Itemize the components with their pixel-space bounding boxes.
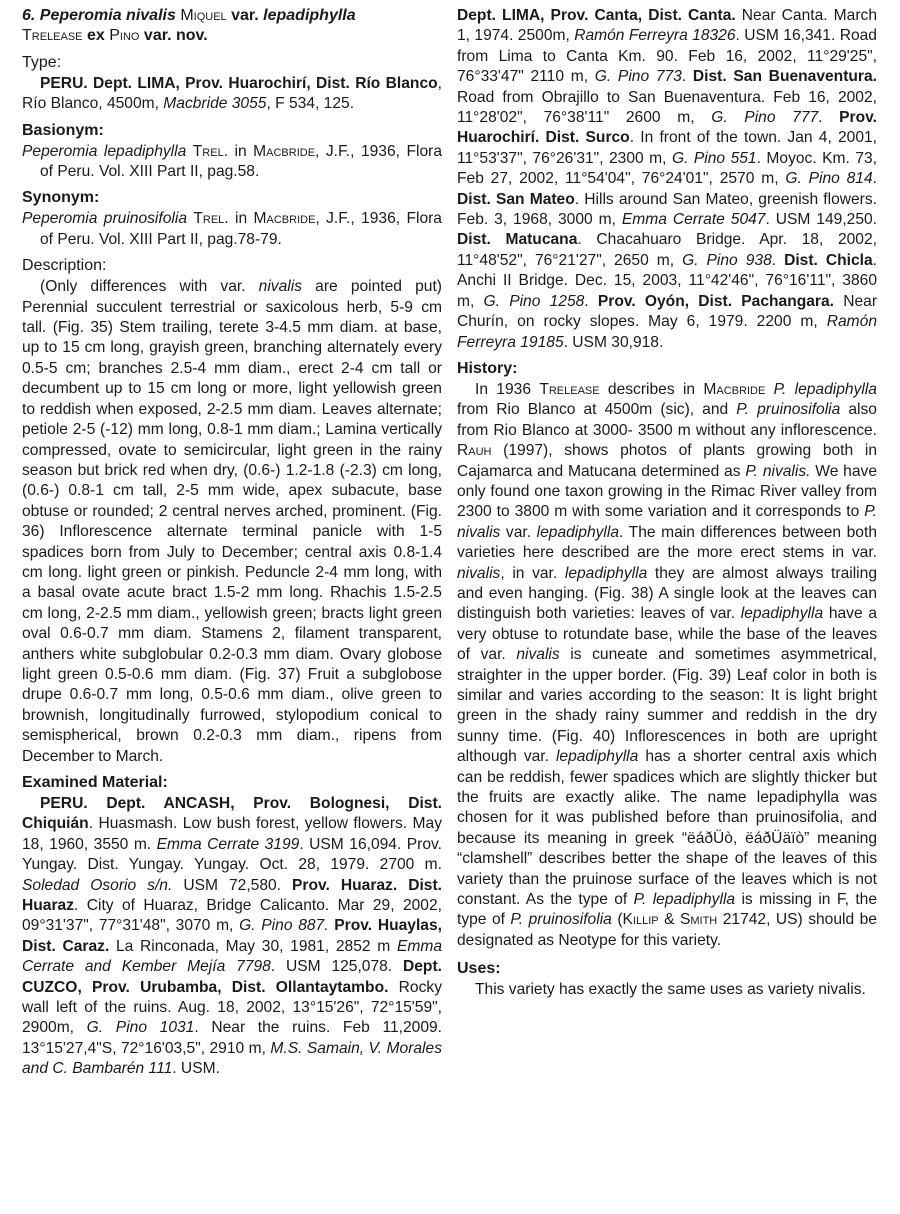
basionym-author: Trel.	[192, 142, 229, 160]
locality: Dist. San Mateo	[457, 190, 575, 208]
collector: G. Pino 814	[785, 170, 873, 188]
collector: Ramón Ferreyra 19185	[457, 313, 877, 351]
history-text: In 1936	[475, 380, 540, 398]
history-paragraph	[457, 380, 877, 951]
taxon-name: lepadiphylla	[555, 748, 639, 766]
synonym-macbride: Macbride	[253, 210, 316, 228]
collector: G. Pino 1258	[483, 292, 585, 310]
specimen-text: . Anchi II Bridge. Dec. 15, 2003, 11°42'46", 76°16'11", 3860 m,	[457, 251, 878, 310]
basionym-name: Peperomia lepadiphylla	[22, 142, 187, 160]
taxon-name: P. nivalis	[457, 503, 877, 541]
history-text: has a shorter central axis which can be reddish, fewer spadices which are slightly thicker but the fruits are exactly alike. The name lepadiphylla was chosen for it was published before than pruinosifolia, and because its meaning in greek “ëáðÜò, ëáðÜäïò” meaning “clamshell” describes better the shape of the leaves of this variety than the pruinose surface of the leaves which is not constant. As the type of	[457, 748, 877, 909]
description-heading: Description:	[22, 257, 107, 275]
collector: G. Pino 773	[594, 68, 682, 86]
species-name: Peperomia nivalis	[39, 7, 176, 24]
right-column	[457, 6, 877, 1001]
description-nivalis: nivalis	[258, 278, 303, 296]
collector: Ramón Ferreyra 18326	[574, 27, 736, 45]
locality: Prov. Huaylas, Dist. Caraz.	[22, 917, 442, 955]
specimen-text: . Moyoc. Km. 73, Feb 27, 2002, 11°54'04", 76°24'01", 2570 m,	[457, 149, 878, 188]
var-word: var.	[231, 7, 259, 24]
collector: Soledad Osorio s/n.	[22, 876, 173, 894]
type-herbarium: , F 534, 125.	[266, 95, 355, 113]
taxon-name: nivalis	[457, 564, 501, 582]
examined-heading: Examined Material:	[22, 774, 168, 791]
species-title	[22, 6, 442, 47]
locality: Prov. Huarochirí. Dist. Surco	[457, 109, 877, 147]
specimen-text: La Rinconada, May 30, 1981, 2852 m	[109, 937, 397, 955]
collector: Emma Cerrate 5047	[621, 211, 766, 229]
taxon-name: P. pruinosifolia	[510, 911, 612, 929]
locality: Dist. San Buenaventura.	[692, 68, 878, 86]
taxon-name: P. pruinosifolia	[736, 401, 841, 419]
synonym-heading: Synonym:	[22, 189, 100, 207]
left-column	[22, 6, 442, 1080]
specimen-text: .	[872, 170, 878, 188]
author-macbride: Macbride	[703, 380, 766, 398]
basionym-citation: , J.F., 1936, Flora of Peru. Vol. XIII Part II, pag.58.	[40, 142, 442, 181]
locality: Prov. Oyón, Dist. Pachangara.	[597, 292, 835, 310]
basionym-heading: Basionym:	[22, 121, 104, 139]
author-miquel: Miquel	[180, 7, 227, 24]
examined-continued	[457, 6, 877, 353]
type-heading: Type:	[22, 53, 62, 71]
specimen-text: . City of Huaraz, Bridge Calicanto. Mar 29, 2002, 09°31'37", 77°31'48", 3070 m,	[22, 897, 442, 935]
uses-paragraph: This variety has exactly the same uses as variety nivalis.	[475, 981, 866, 999]
taxon-name: P. nivalis.	[745, 462, 811, 480]
taxon-name: P. lepadiphylla	[633, 891, 736, 909]
specimen-text: Near Churín, on rocky slopes. May 6, 1979. 2200 m,	[457, 292, 878, 331]
history-text: (1997), shows photos of plants growing both in Cajamarca and Matucana determined as	[457, 442, 877, 480]
specimen-text: . USM 16,341. Road from Lima to Canta Km. 90. Feb 16, 2002, 11°29'25", 76°33'47" 2110 m,	[457, 27, 877, 86]
history-text: also from Rio Blanco at 3000- 3500 m without any inflorescence.	[457, 401, 877, 439]
collector: G. Pino 551	[671, 149, 757, 167]
description-intro: (Only differences with var.	[40, 278, 259, 296]
specimen-text: . USM 30,918.	[563, 333, 664, 351]
specimen-text: . In front of the town. Jan 4, 2001, 11°53'37", 76°26'31", 2300 m,	[457, 129, 878, 167]
history-text: . The main differences between both varieties here described are the more erect stems in var.	[457, 523, 877, 562]
specimen-text: . Chacahuaro Bridge. Apr. 18, 2002, 11°48'52", 76°21'27", 2650 m,	[457, 231, 877, 269]
history-text: (	[611, 911, 623, 929]
locality: PERU. Dept. ANCASH, Prov. Bolognesi, Dist. Chiquián	[22, 795, 442, 833]
basionym-paragraph	[22, 142, 442, 183]
synonym-in: in	[228, 210, 254, 228]
history-text: from Rio Blanco at 4500m (sic), and	[457, 401, 737, 419]
locality: Dist. Matucana	[457, 231, 578, 249]
author-killip: Killip	[622, 911, 659, 929]
specimen-text: USM 72,580.	[172, 876, 293, 894]
synonym-citation: , J.F., 1936, Flora of Peru. Vol. XIII Part II, pag.78-79.	[40, 210, 442, 248]
specimen-text: . Huasmash. Low bush forest, yellow flowers. May 18, 1960, 3550 m.	[22, 815, 442, 853]
type-paragraph	[22, 74, 442, 115]
synonym-name: Peperomia pruinosifolia	[22, 210, 187, 228]
basionym-macbride: Macbride	[253, 142, 316, 160]
specimen-text: Rocky wall left of the ruins. Aug. 18, 2002, 13°15'26", 72°15'59", 2900m,	[22, 978, 442, 1037]
specimen-text: .	[584, 292, 598, 310]
history-text: We have only found one taxon growing in the Rimac River valley from 2300 to 3800 m with some variation and it corresponds to	[457, 462, 877, 521]
author-pino: Pino	[109, 27, 140, 45]
specimen-text: . USM 16,094. Prov. Yungay. Dist. Yungay. Yungay. Oct. 28, 1979. 2700 m.	[22, 835, 443, 874]
taxon-status: var. nov.	[143, 27, 208, 45]
description-body: are pointed put) Perennial succulent terrestrial or saxicolous herb, 5-9 cm tall. (Fig. 35) Stem trailing, terete 3-4.5 mm diam. at base, up to 15 cm long, grayish green, branching alternately every 0.5-5 cm; branches 2.5-4 mm diam., erect 2-4 cm tall or decumbent up to 15 cm long or more, light yellowish green to reddish when exposed, 2-2.5 mm diam. Leaves alternate; petiole 2-5 (-12) mm long, 0.8-1 mm diam.; Lamina vertically compressed, ovate to semicircular, light green in the rainy season but brick red when dry, (0.6-) 1.2-1.8 (-2.3) cm long, (0.6-) 0.8-1 cm tall, 2-5 mm wide, apex subacute, base obtuse or rounded; 2 central nerves arched, prominent. (Fig. 36) Inflorescence alternate terminal panicle with 1-5 spadices born from July to December; central axis 0.8-1.4 cm long. light green or pinkish. Peduncle 2-4 mm long, with a basal ovate acute bract 1.5-2 mm long. Rhachis 1.5-2.5 cm long, 2-2.5 mm diam., yellowish green; bracts light green oval 0.6-0.7 mm diam. Stamens 2, filament transparent, anthers white subglobular 0.2-0.3 mm diam. Ovary globose light green 0.5-0.6 mm diam. (Fig. 37) Fruit a subglobose drupe 0.6-0.7 mm long, 0.5-0.6 mm diam., olive green to brownish, longitudinally furrowed, stylopodium conical to semispherical, brown 0.2-0.3 mm diam., ripens from December to March.	[22, 278, 442, 765]
specimen-text: . Hills around San Mateo, greenish flowers. Feb. 3, 1968, 3000 m,	[457, 190, 878, 229]
specimen-text: . Near the ruins. Feb 11,2009. 13°15'27,4"S, 72°16'03,5", 2910 m,	[22, 1019, 442, 1057]
synonym-author: Trel.	[193, 210, 229, 228]
ex-word: ex	[86, 27, 105, 45]
history-text: have a very obtuse to rotundate base, while the base of the leaves of var.	[457, 605, 877, 664]
specimen-text: Near Canta. March 1, 1974. 2500m,	[457, 7, 877, 45]
collector: Emma Cerrate and Kember Mejía 7798	[22, 937, 442, 976]
specimen-text: .	[771, 251, 785, 269]
locality: Dept. CUZCO, Prov. Urubamba, Dist. Ollantaytambo.	[22, 958, 442, 996]
specimen-text: . USM.	[172, 1060, 220, 1078]
collector: G. Pino 777	[711, 109, 819, 127]
collector: G. Pino 938	[682, 251, 772, 269]
taxon-name: lepadiphylla	[564, 564, 648, 582]
type-text: , Río Blanco, 4500m,	[22, 74, 442, 113]
synonym-paragraph	[22, 209, 442, 250]
collector: Emma Cerrate 3199	[156, 835, 300, 853]
history-text: is missing in F, the type of	[457, 891, 878, 929]
specimen-text: Road from Obrajillo to San Buenaventura. Feb 16, 2002, 11°28'02", 76°38'11" 2600 m,	[457, 88, 877, 127]
history-text: &	[658, 911, 680, 929]
author-trelease: Trelease	[539, 380, 600, 398]
author-rauh: Rauh	[457, 442, 492, 460]
specimen-text: . USM 149,250.	[765, 211, 878, 229]
history-text: they are almost always trailing and even hanging. (Fig. 38) A single look at the leaves can distinguish both varieties: leaves of var.	[457, 564, 877, 623]
history-text: , in var.	[500, 564, 565, 582]
author-trelease: Trelease	[22, 27, 83, 45]
examined-paragraph	[22, 794, 442, 1080]
history-text: var.	[500, 523, 537, 541]
history-heading: History:	[457, 359, 518, 377]
specimen-text: . USM 125,078.	[270, 958, 403, 976]
type-collector: Macbride 3055	[163, 95, 267, 113]
locality: Dept. LIMA, Prov. Canta, Dist. Canta.	[457, 7, 736, 24]
author-smith: Smith	[679, 911, 718, 929]
specimen-text: .	[818, 109, 840, 127]
collector: G. Pino 1031	[86, 1019, 195, 1037]
taxon-name: lepadiphylla	[740, 605, 824, 623]
variety-name: lepadiphylla	[263, 7, 356, 24]
taxon-name: nivalis	[516, 646, 560, 664]
uses-heading: Uses:	[457, 960, 501, 978]
history-text: is cuneate and sometimes asymmetrical, straighter in the upper border. (Fig. 39) Leaf color in both is similar and varies according to the season: It is light bright green in the shady rainy summer and reddish in the dry sunny time. (Fig. 40) Inflorescences in both are upright although var.	[457, 646, 877, 766]
species-number: 6.	[22, 7, 36, 24]
taxon-name: lepadiphylla	[536, 523, 620, 541]
locality: Dist. Chicla	[784, 251, 873, 269]
history-text	[765, 381, 773, 398]
taxon-name: P. lepadiphylla	[773, 380, 877, 398]
collector: M.S. Samain, V. Morales and C. Bambarén 111	[22, 1039, 442, 1078]
type-locality: PERU. Dept. LIMA, Prov. Huarochirí, Dist. Río Blanco	[40, 74, 438, 92]
description-paragraph	[22, 277, 442, 767]
basionym-in: in	[228, 142, 254, 160]
history-text: describes in	[599, 380, 704, 398]
collector: G. Pino 887.	[239, 917, 329, 935]
locality: Prov. Huaraz. Dist. Huaraz	[22, 876, 442, 915]
specimen-text: .	[681, 68, 693, 86]
history-text: 21742, US) should be designated as Neotype for this variety.	[457, 911, 877, 949]
